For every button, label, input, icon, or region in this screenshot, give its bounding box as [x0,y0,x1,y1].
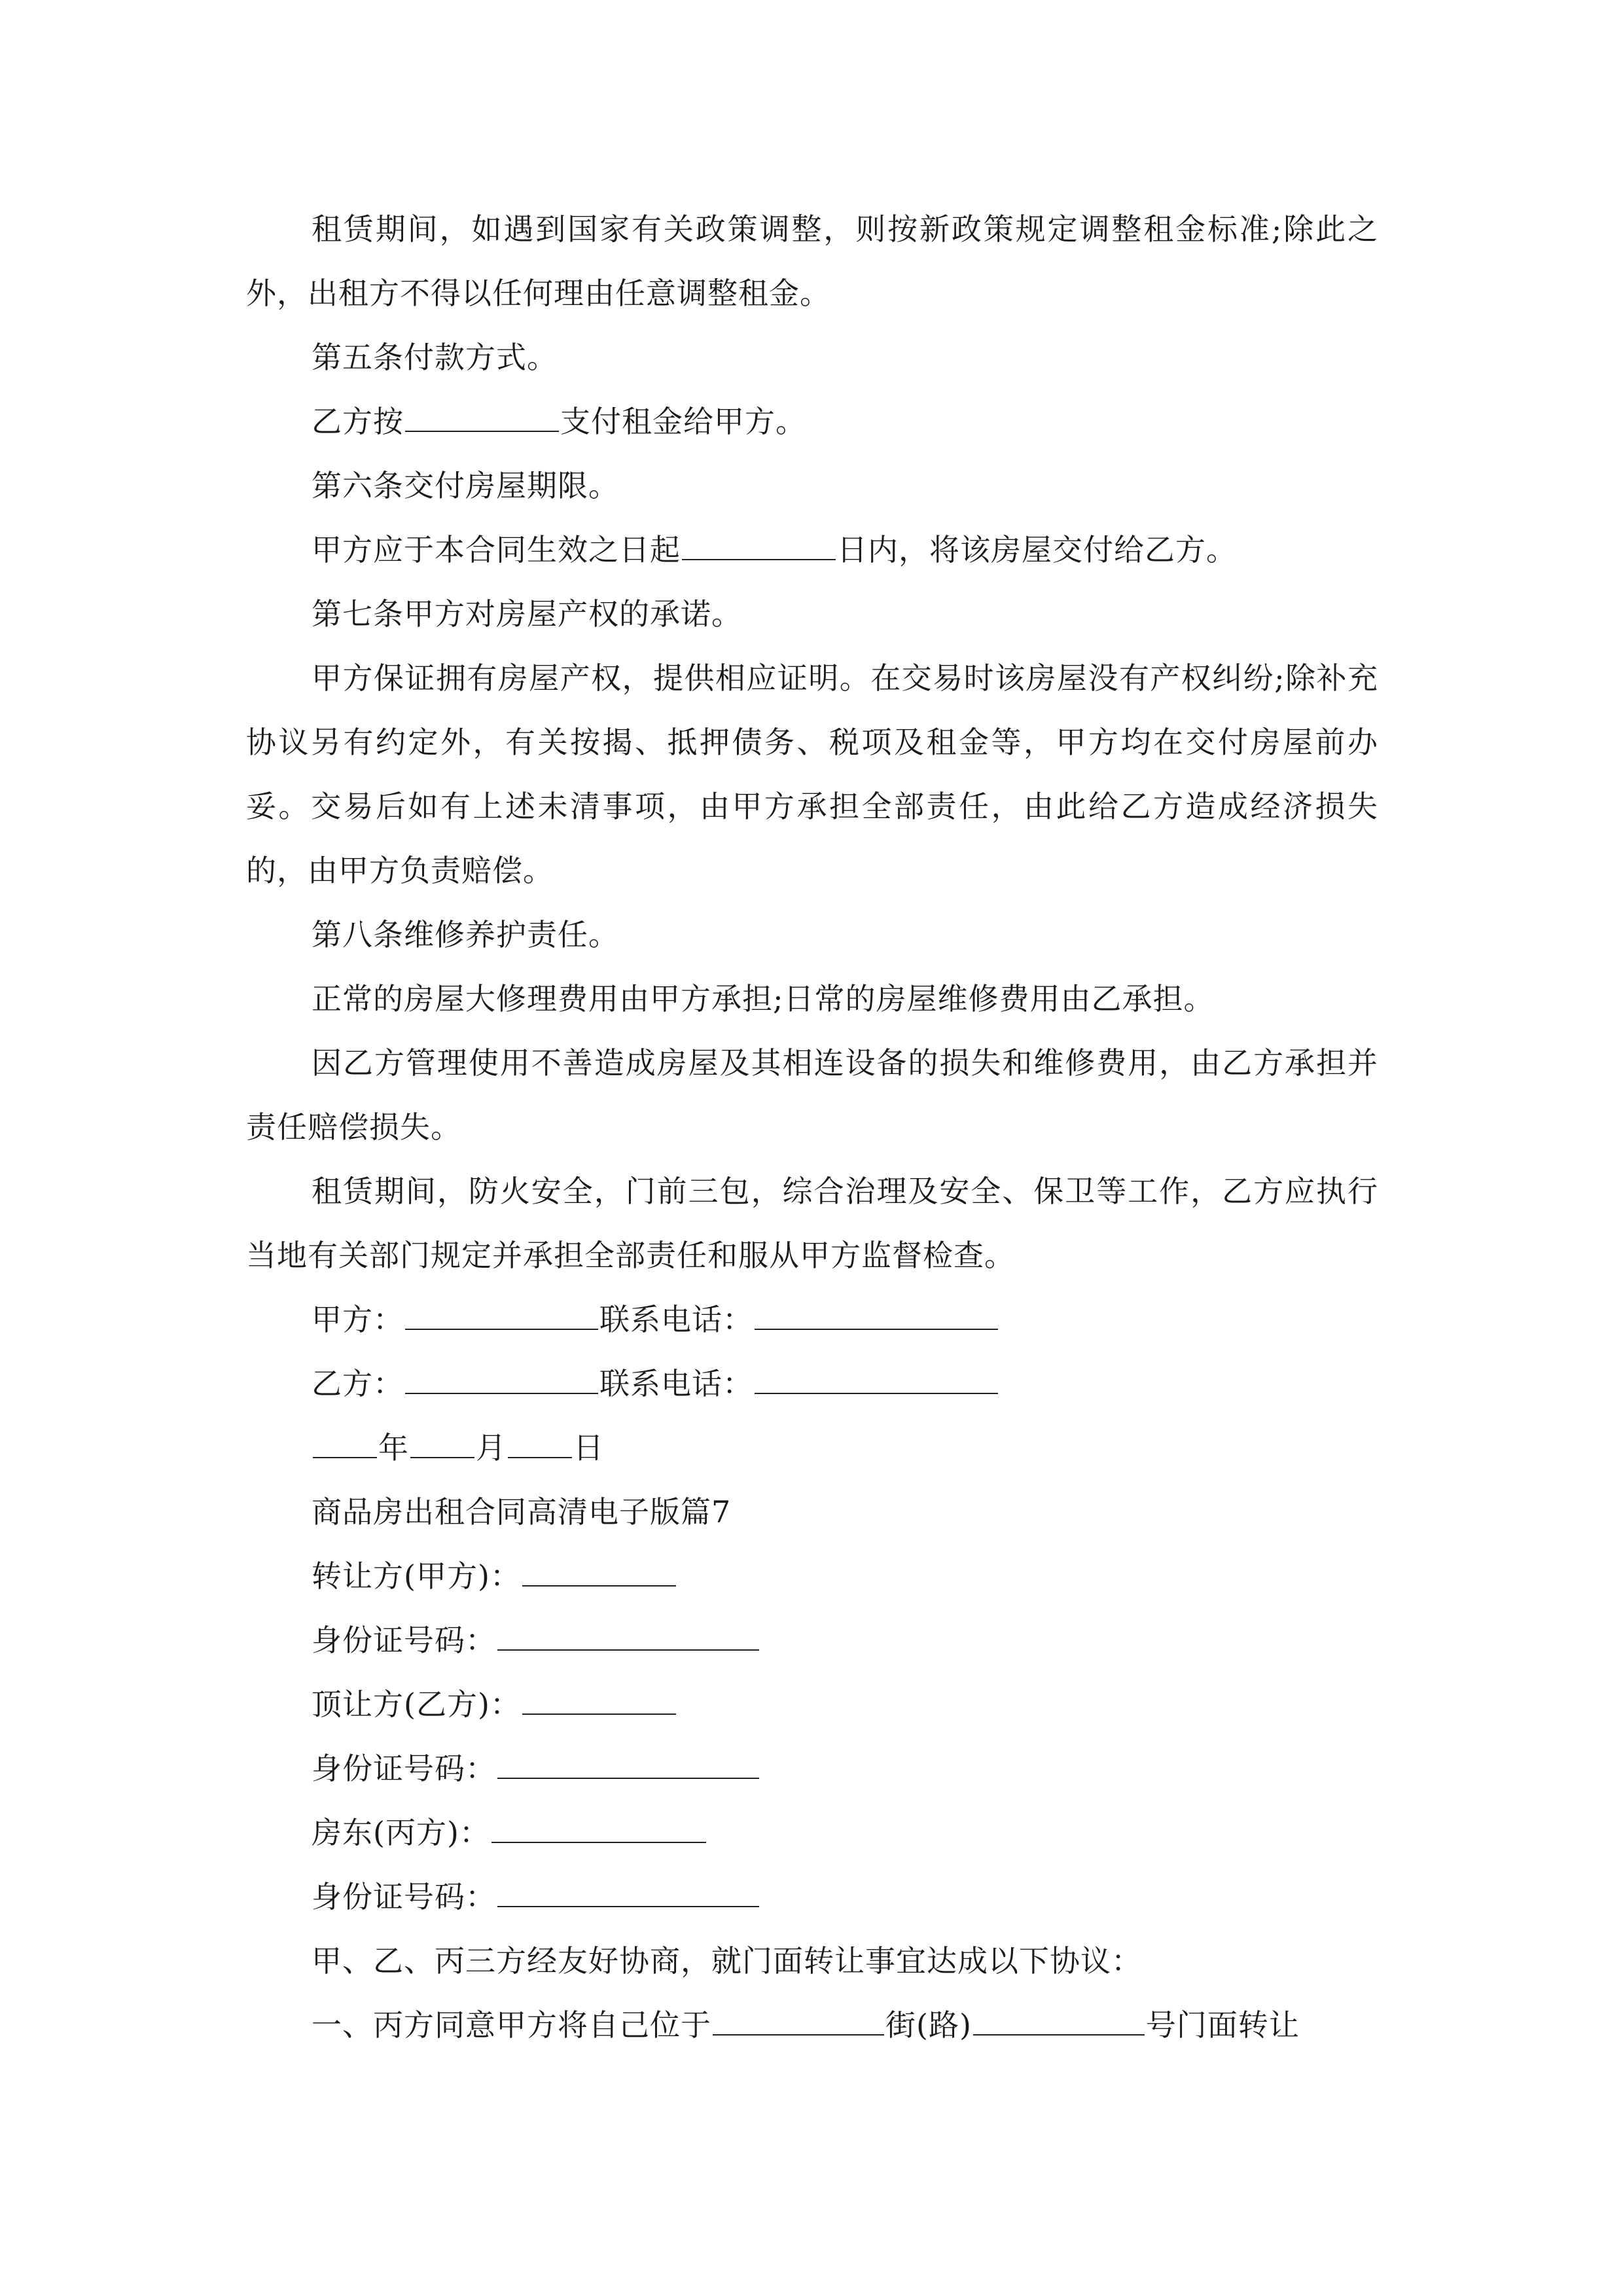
article-5-heading: 第五条付款方式。 [312,340,558,375]
year-label: 年 [378,1430,409,1465]
damage-liability-paragraph: 因乙方管理使用不善造成房屋及其相连设备的损失和维修费用，由乙方承担并责任赔偿损失。 [246,1045,1378,1145]
agreement-intro: 甲、乙、丙三方经友好协商，就门面转让事宜达成以下协议： [312,1943,1142,1979]
party-b-signature-line [246,1352,1378,1416]
transferor-line [246,1544,1378,1608]
safety-duty-paragraph: 租赁期间，防火安全，门前三包，综合治理及安全、保卫等工作，乙方应执行当地有关部门规定并承担全部责任和服从甲方监督检查。 [246,1174,1378,1273]
party-a-phone-blank [755,1291,998,1330]
month-blank [410,1419,474,1458]
rent-adjustment-paragraph: 租赁期间，如遇到国家有关政策调整，则按新政策规定调整租金标准;除此之外，出租方不得以任何理由任意调整租金。 [246,211,1378,311]
article-8-heading: 第八条维修养护责任。 [312,917,619,952]
transferee-id-blank [497,1740,759,1779]
landlord-line [246,1801,1378,1865]
transferor-id-blank [497,1611,759,1651]
article-6-heading: 第六条交付房屋期限。 [312,468,619,503]
contract-body [246,197,1378,2057]
landlord-blank [491,1804,706,1843]
delivery-text-end: 日内，将该房屋交付给乙方。 [837,532,1237,567]
transferor-id-label: 身份证号码： [312,1623,496,1658]
transferee-blank [522,1676,676,1715]
day-label: 日 [573,1430,604,1465]
ownership-guarantee-paragraph: 甲方保证拥有房屋产权，提供相应证明。在交易时该房屋没有产权纠纷;除补充协议另有约定外，有关按揭、抵押债务、税项及租金等，甲方均在交付房屋前办妥。交易后如有上述未清事项，由甲方承担全部责任，由此给乙方造成经济损失的，由甲方负责赔偿。 [246,660,1378,888]
number-blank [973,1996,1145,2036]
transferee-line [246,1672,1378,1736]
party-b-name-blank [405,1355,598,1394]
party-b-label: 乙方： [312,1366,404,1401]
clause-1-street-label: 街(路) [885,2007,972,2043]
year-blank [313,1419,377,1458]
party-b-phone-blank [755,1355,998,1394]
transferor-label: 转让方(甲方)： [312,1558,521,1594]
party-a-name-blank [405,1291,598,1330]
repair-cost-paragraph: 正常的房屋大修理费用由甲方承担;日常的房屋维修费用由乙承担。 [312,981,1215,1016]
section-7-title: 商品房出租合同高清电子版篇7 [312,1494,732,1530]
party-a-label: 甲方： [312,1302,404,1337]
date-line [246,1416,1378,1480]
payment-text-end: 支付租金给甲方。 [560,404,806,439]
payment-method-line [246,389,1378,454]
party-a-phone-label: 联系电话： [599,1302,753,1337]
delivery-period-line [246,518,1378,582]
clause-1-text-end: 号门面转让 [1145,2007,1300,2043]
landlord-id-label: 身份证号码： [312,1879,496,1914]
transferor-id-line [246,1608,1378,1672]
party-a-signature-line [246,1287,1378,1352]
transferee-label: 顶让方(乙方)： [312,1687,521,1722]
delivery-text-start: 甲方应于本合同生效之日起 [312,532,681,567]
month-label: 月 [476,1430,507,1465]
payment-text-start: 乙方按 [312,404,404,439]
transferee-id-line [246,1736,1378,1801]
delivery-days-blank [682,521,836,560]
landlord-id-blank [497,1868,759,1907]
clause-1-line [246,1993,1378,2057]
clause-1-text-start: 一、丙方同意甲方将自己位于 [312,2007,711,2043]
transferor-blank [522,1547,676,1587]
landlord-id-line [246,1865,1378,1929]
landlord-label: 房东(丙方)： [312,1815,490,1850]
transferee-id-label: 身份证号码： [312,1751,496,1786]
day-blank [508,1419,572,1458]
article-7-heading: 第七条甲方对房屋产权的承诺。 [312,596,742,632]
payment-method-blank [405,393,559,432]
party-b-phone-label: 联系电话： [599,1366,753,1401]
street-blank [713,1996,884,2036]
